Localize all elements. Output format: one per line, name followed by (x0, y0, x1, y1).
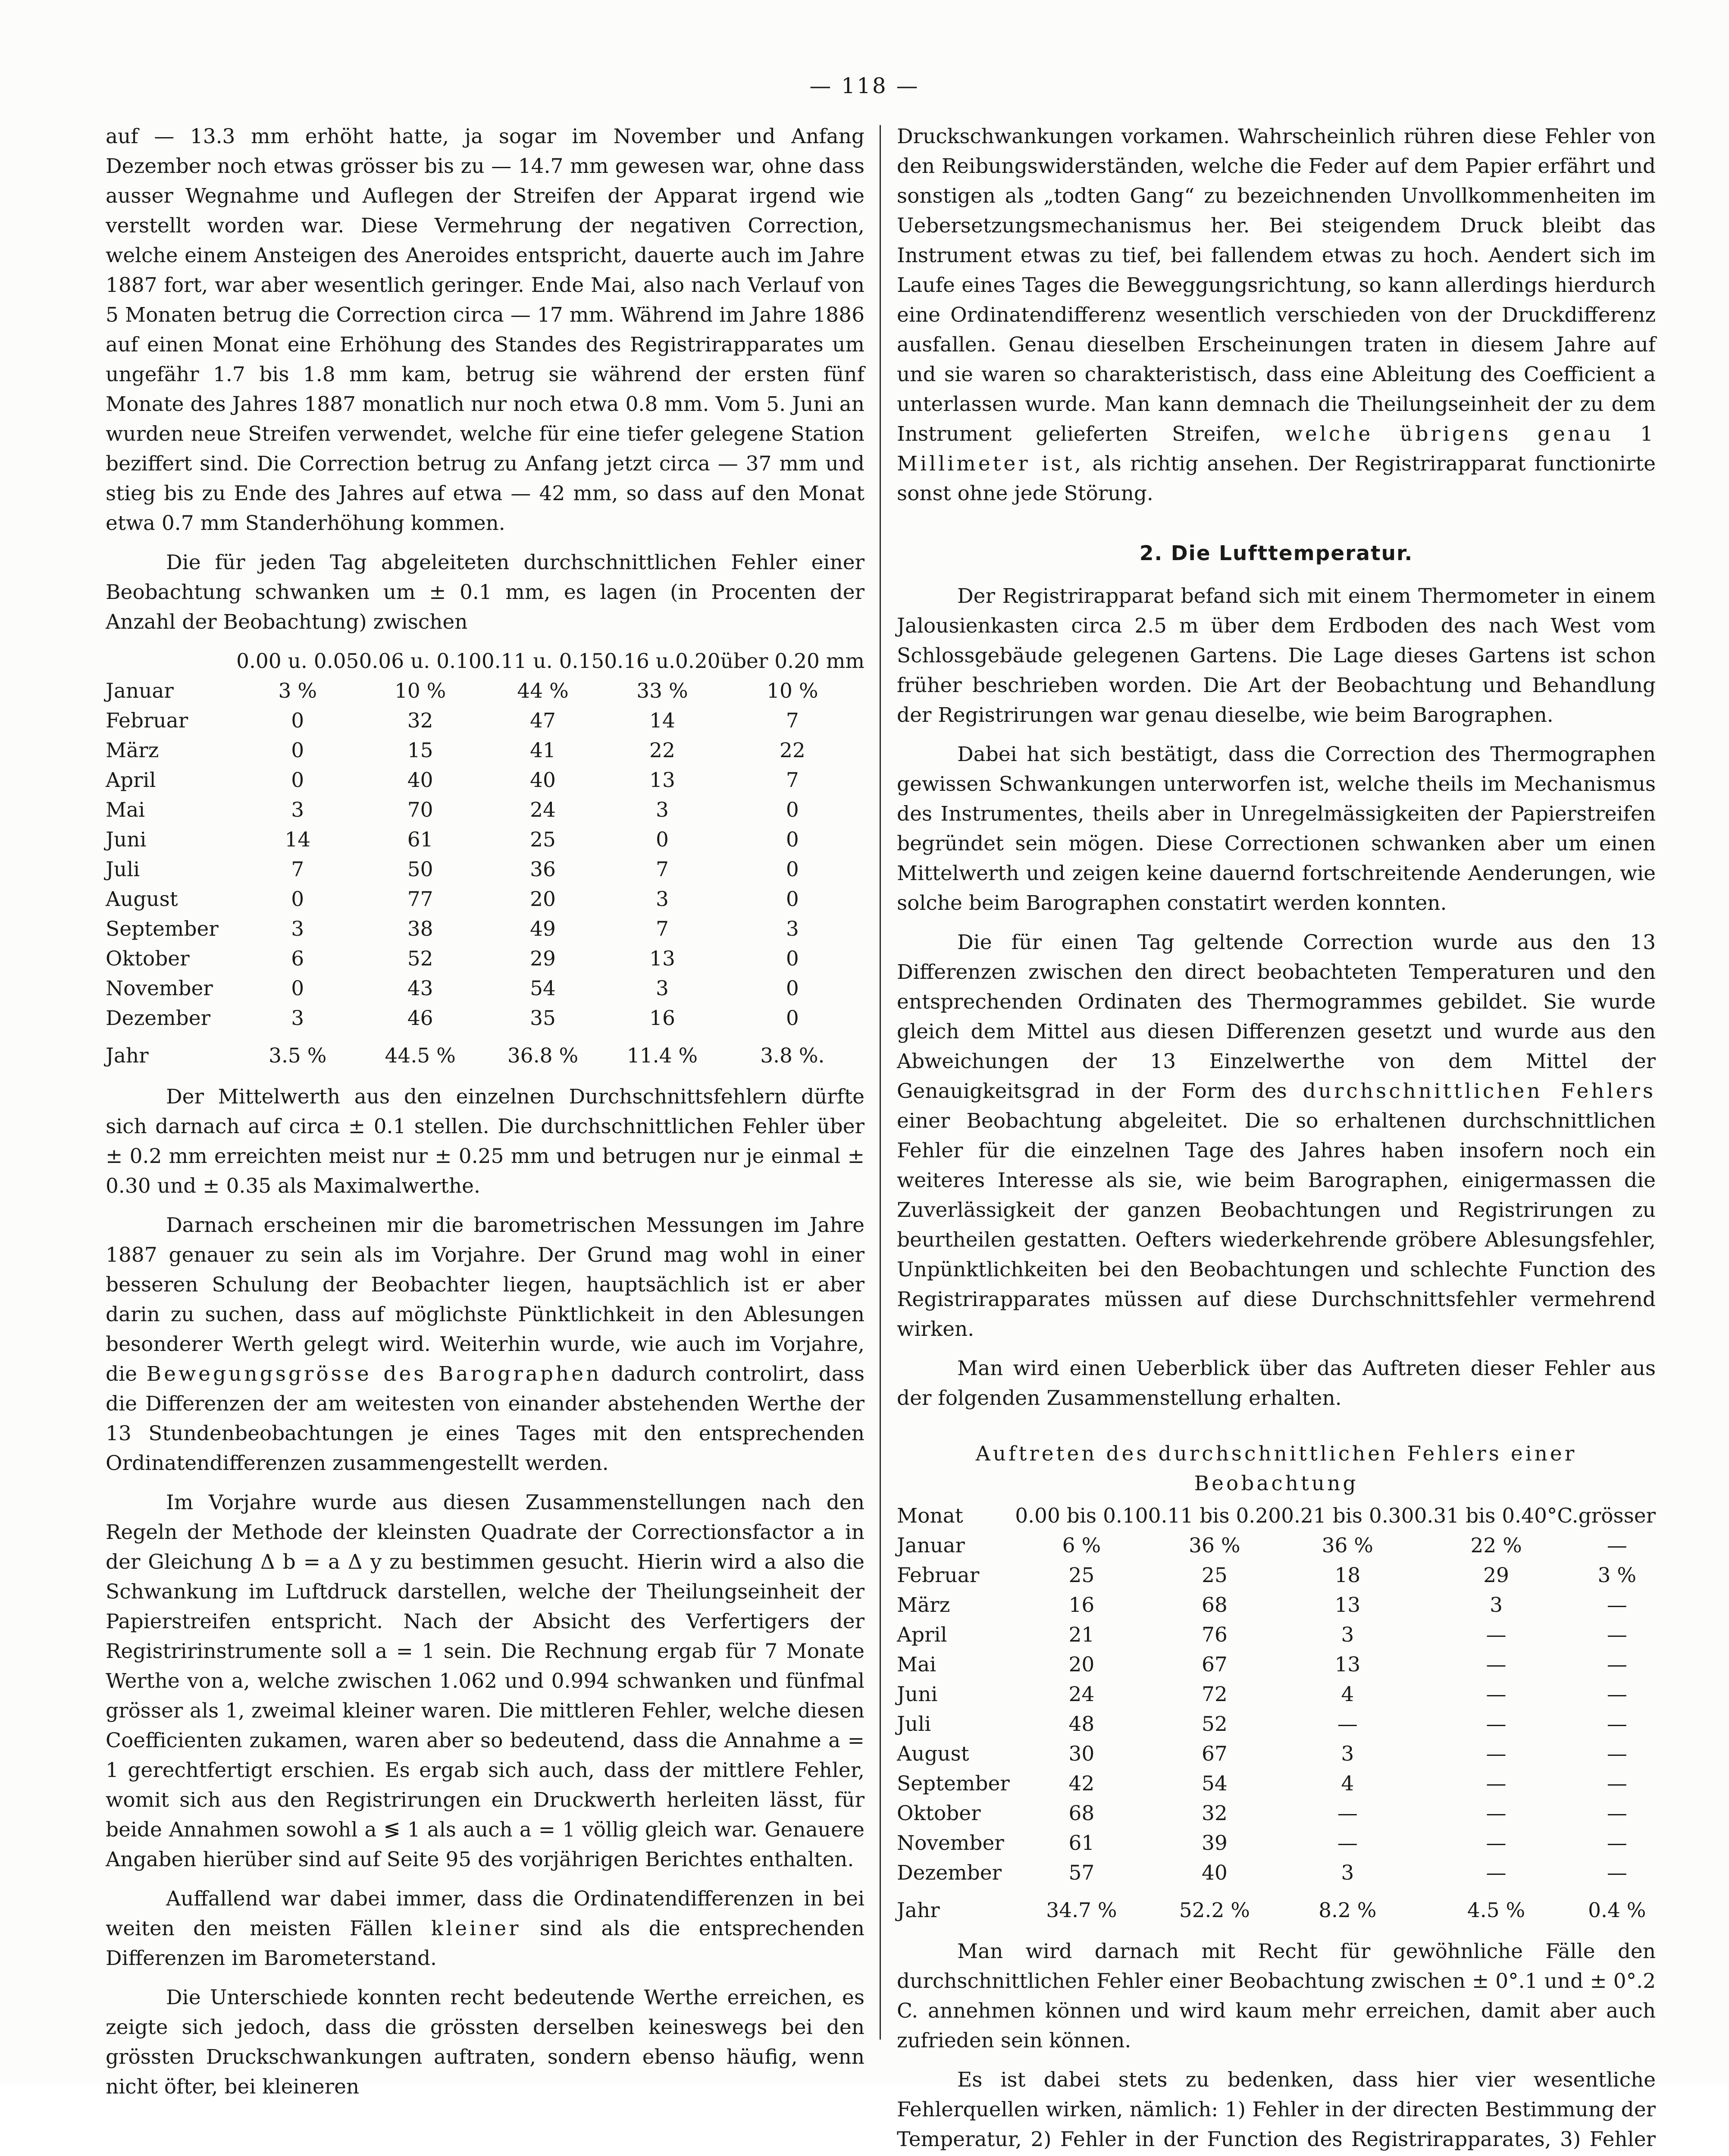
value-cell: 6 % (1062, 1534, 1101, 1557)
text-run: einer Beobachtung abgeleitet. Die so erhaltenen durchschnittlichen Fehler für die einzelnen Tage des Jahres haben insofern noch ein weiteres Interesse als sie, wie beim Barographen, einigermassen die Zuverlässigkeit der ganzen Beobachtungen und Registrirungen zu beurtheilen gestatten. Oefters wiederkehrende gröbere Ablesungsfehler, Unpünktlichkeiten bei den Beobachtungen und schlechte Function des Registrirapparates müssen auf diese Durchschnittsfehler vermehrend wirken. (897, 1109, 1656, 1341)
barometer-table-body (106, 676, 864, 1071)
value-cell: — (1607, 1534, 1627, 1557)
text-run: als richtig ansehen. Der Registrirapparat functionirte sonst ohne jede Störung. (897, 452, 1656, 505)
value-cell: 42 (1068, 1772, 1095, 1796)
table-header-cell: über 0.20 mm (720, 649, 864, 673)
value-cell: 0 (786, 828, 799, 852)
month-cell: Mai (106, 798, 145, 822)
table-row (106, 736, 864, 765)
value-cell: 25 (1201, 1564, 1228, 1587)
value-cell: 22 % (1470, 1534, 1522, 1557)
value-cell: 3 % (1597, 1564, 1637, 1587)
value-cell: 70 (407, 798, 433, 822)
value-cell: 3 (656, 887, 669, 911)
paragraph: Der Registrirapparat befand sich mit einem Thermometer in einem Jalousienkasten circa 2.5 m über dem Erdboden des nach West vom Schlossgebäude gelegenen Gartens. Die Lage dieses Gartens ist schon früher beschrieben worden. Die Art der Beobachtung und Behandlung der Registrirungen war genau dieselbe, wie beim Barographen. (897, 584, 1656, 727)
table-row (106, 676, 864, 706)
value-cell: 0 (786, 887, 799, 911)
value-cell: 29 (530, 947, 556, 971)
paragraph: Der Mittelwerth aus den einzelnen Durchschnittsfehlern dürfte sich darnach auf circa ± 0.1 stellen. Die durchschnittlichen Fehler über ± 0.2 mm erreichten meist nur ± 0.25 mm und betrugen nur je einmal ± 0.30 und ± 0.35 als Maximalwerthe. (106, 1085, 864, 1198)
table-row (897, 1561, 1656, 1590)
table-row (897, 1650, 1656, 1680)
paragraph: Die Unterschiede konnten recht bedeutende Werthe erreichen, es zeigte sich jedoch, dass die grössten derselben keineswegs bei den grössten Druckschwankungen auftraten, sondern ebenso häufig, wenn nicht öfter, bei kleineren (106, 1986, 864, 2099)
value-cell: — (1607, 1683, 1627, 1706)
emphasis-text: Bewegungsgrösse des Barographen (146, 1362, 602, 1386)
table-header-cell: 0.00 bis 0.10 (1015, 1504, 1148, 1528)
value-cell: — (1607, 1861, 1627, 1885)
value-cell: 68 (1201, 1593, 1228, 1617)
value-cell: 7 (656, 917, 669, 941)
value-cell: 4 (1341, 1683, 1354, 1706)
value-cell: 36 % (1322, 1534, 1373, 1557)
value-cell: — (1486, 1712, 1507, 1736)
value-cell: — (1607, 1593, 1627, 1617)
month-cell: Jahr (106, 1044, 149, 1068)
table-header-row (897, 1501, 1656, 1531)
table-header-cell: grösser (1578, 1504, 1656, 1528)
value-cell: 61 (407, 828, 433, 852)
value-cell: 3 (291, 917, 304, 941)
table-row (106, 795, 864, 825)
value-cell: 41 (530, 739, 556, 762)
table-row (897, 1620, 1656, 1650)
paragraph (897, 122, 1656, 508)
value-cell: 67 (1201, 1653, 1228, 1677)
value-cell: — (1607, 1653, 1627, 1677)
month-cell: Juni (897, 1683, 938, 1706)
paragraph: Es ist dabei stets zu bedenken, dass hier vier wesentliche Fehlerquellen wirken, nämlich: 1) Fehler in der directen Bestimmung der Temperatur, 2) Fehler in der Function des Registrirapparates, 3) Fehler (897, 2068, 1656, 2151)
value-cell: 36 (530, 858, 556, 881)
value-cell: 50 (407, 858, 433, 881)
value-cell: — (1486, 1683, 1507, 1706)
value-cell: 0.4 % (1588, 1899, 1646, 1922)
value-cell: — (1337, 1802, 1358, 1825)
value-cell: 25 (1068, 1564, 1095, 1587)
value-cell: 3 (656, 798, 669, 822)
value-cell: 40 (1201, 1861, 1228, 1885)
value-cell: — (1486, 1802, 1507, 1825)
paragraph: Die für jeden Tag abgeleiteten durchschnittlichen Fehler einer Beobachtung schwanken um ± 0.1 mm, es lagen (in Procenten der Anzahl der Beobachtung) zwischen (106, 551, 864, 634)
table-row (106, 706, 864, 736)
value-cell: — (1486, 1772, 1507, 1796)
value-cell: 13 (649, 947, 675, 971)
table-total-row (897, 1888, 1656, 1925)
month-cell: August (897, 1742, 969, 1766)
paragraph (106, 1210, 864, 1478)
value-cell: 14 (285, 828, 311, 852)
value-cell: 13 (649, 768, 675, 792)
value-cell: 48 (1068, 1712, 1095, 1736)
value-cell: 24 (1068, 1683, 1095, 1706)
value-cell: 3.5 % (269, 1044, 327, 1068)
value-cell: 16 (649, 1006, 675, 1030)
value-cell: 39 (1201, 1831, 1228, 1855)
value-cell: 21 (1068, 1623, 1095, 1647)
table-row (106, 1003, 864, 1033)
value-cell: 40 (530, 768, 556, 792)
table-header-cell: 0.11 u. 0.15 (481, 649, 605, 673)
value-cell: 3 (1341, 1623, 1354, 1647)
value-cell: 7 (786, 768, 799, 792)
emphasis-text: durchschnittlichen Fehlers (1303, 1079, 1656, 1103)
month-cell: April (106, 768, 156, 792)
value-cell: 54 (1201, 1772, 1228, 1796)
value-cell: 22 (649, 739, 675, 762)
value-cell: — (1607, 1802, 1627, 1825)
month-cell: Juni (106, 828, 147, 852)
month-cell: Februar (106, 709, 188, 733)
value-cell: 0 (291, 709, 304, 733)
value-cell: — (1607, 1772, 1627, 1796)
paragraph: auf — 13.3 mm erhöht hatte, ja sogar im November und Anfang Dezember noch etwas grösser bis zu — 14.7 mm gewesen war, ohne dass ausser Wegnahme und Auflegen der Streifen der Apparat irgend wie verstellt worden war. Diese Vermehrung der negativen Correction, welche einem Ansteigen des Aneroides entspricht, dauerte auch im Jahre 1887 fort, war aber wesentlich geringer. Ende Mai, also nach Verlauf von 5 Monaten betrug die Correction circa — 17 mm. Während im Jahre 1886 auf einen Monat eine Erhöhung des Standes des Registrirapparates um ungefähr 1.7 bis 1.8 mm kam, betrug sie während der ersten fünf Monate des Jahres 1887 monatlich nur noch etwa 0.8 mm. Vom 5. Juni an wurden neue Streifen verwendet, welche für eine tiefer gelegene Station beziffert sind. Die Correction betrug zu Anfang jetzt circa — 37 mm und stieg bis zu Ende des Jahres auf etwa — 42 mm, so dass auf den Monat etwa 0.7 mm Standerhöhung kommen. (106, 125, 864, 535)
month-cell: Dezember (106, 1006, 211, 1030)
value-cell: 52.2 % (1179, 1899, 1250, 1922)
table-row (897, 1531, 1656, 1561)
value-cell: 0 (786, 1006, 799, 1030)
text-run: dadurch controlirt, dass die Differenzen der am weitesten von einander abstehenden Werthe der 13 Stundenbeobachtungen je eines Tages mit den entsprechenden Ordinatendifferenzen zusammengestellt werden. (106, 1362, 864, 1475)
value-cell: 20 (1068, 1653, 1095, 1677)
text-run: Die für einen Tag geltende Correction wurde aus den 13 Differenzen zwischen den direct beobachteten Temperaturen und den entsprechenden Ordinaten des Thermogrammes gebildet. Sie wurde gleich dem Mittel aus diesen Differenzen gesetzt und wurde aus den Abweichungen der 13 Einzelwerthe von dem Mittel der Genauigkeitsgrad in der Form des (897, 931, 1656, 1103)
value-cell: 3.8 %. (760, 1044, 825, 1068)
table-row (106, 765, 864, 795)
table-row (897, 1680, 1656, 1709)
paragraph: Dabei hat sich bestätigt, dass die Correction des Thermographen gewissen Schwankungen unterworfen ist, welche theils im Mechanismus des Instrumentes, theils aber in Unregelmässigkeiten der Papierstreifen begründet sein mögen. Diese Correctionen schwanken aber um einen Mittelwerth und zeigen keine dauernd fortschreitende Aenderungen, wie solche beim Barographen constatirt werden konnten. (897, 743, 1656, 915)
value-cell: — (1607, 1742, 1627, 1766)
month-cell: September (897, 1772, 1010, 1796)
value-cell: 3 (291, 798, 304, 822)
value-cell: 36 % (1189, 1534, 1240, 1557)
table-row (106, 855, 864, 884)
month-cell: November (897, 1831, 1004, 1855)
temperature-error-table (897, 1501, 1656, 1925)
value-cell: 52 (1201, 1712, 1228, 1736)
value-cell: 8.2 % (1319, 1899, 1377, 1922)
month-cell: Jahr (897, 1899, 940, 1922)
value-cell: 4.5 % (1467, 1899, 1525, 1922)
month-cell: März (106, 739, 159, 762)
table-header-cell: 0.00 u. 0.05 (236, 649, 359, 673)
value-cell: 0 (291, 768, 304, 792)
barometer-error-table (106, 646, 864, 1071)
table-row (106, 884, 864, 914)
value-cell: — (1337, 1831, 1358, 1855)
value-cell: 15 (407, 739, 433, 762)
value-cell: 3 (1341, 1861, 1354, 1885)
value-cell: 3 % (278, 679, 317, 703)
table-row (106, 974, 864, 1003)
value-cell: 16 (1068, 1593, 1095, 1617)
value-cell: 30 (1068, 1742, 1095, 1766)
value-cell: 43 (407, 977, 433, 1000)
month-cell: März (897, 1593, 950, 1617)
value-cell: 0 (656, 828, 669, 852)
value-cell: 32 (1201, 1802, 1228, 1825)
value-cell: — (1486, 1831, 1507, 1855)
table-header-cell: 0.21 bis 0.30 (1281, 1504, 1414, 1528)
paragraph: Man wird einen Ueberblick über das Auftreten dieser Fehler aus der folgenden Zusammenstellung erhalten. (897, 1357, 1656, 1410)
value-cell: — (1337, 1712, 1358, 1736)
month-cell: Februar (897, 1564, 980, 1587)
value-cell: 7 (291, 858, 304, 881)
table-header-cell: Monat (897, 1504, 963, 1528)
table-row (897, 1799, 1656, 1828)
value-cell: 49 (530, 917, 556, 941)
value-cell: 52 (407, 947, 433, 971)
value-cell: 7 (656, 858, 669, 881)
value-cell: 18 (1334, 1564, 1361, 1587)
text-run: Auffallend war dabei immer, dass die Ordinatendifferenzen in bei weiten den meisten Fällen (106, 1887, 864, 1940)
paragraph (106, 1884, 864, 1973)
value-cell: 57 (1068, 1861, 1095, 1885)
value-cell: 36.8 % (507, 1044, 579, 1068)
value-cell: 0 (291, 887, 304, 911)
month-cell: September (106, 917, 219, 941)
value-cell: 0 (291, 977, 304, 1000)
table-row (106, 825, 864, 855)
table-total-row (106, 1033, 864, 1071)
value-cell: 34.7 % (1046, 1899, 1117, 1922)
value-cell: — (1486, 1742, 1507, 1766)
value-cell: 20 (530, 887, 556, 911)
text-run: sind als die entsprechenden Differenzen im Barometerstand. (106, 1917, 864, 1970)
value-cell: 38 (407, 917, 433, 941)
value-cell: 29 (1483, 1564, 1509, 1587)
month-cell: Juli (106, 858, 140, 881)
value-cell: — (1607, 1623, 1627, 1647)
page-number: — 118 — (809, 73, 920, 98)
value-cell: — (1607, 1712, 1627, 1736)
paragraph: Im Vorjahre wurde aus diesen Zusammenstellungen nach den Regeln der Methode der kleinsten Quadrate der Correctionsfactor a in der Gleichung Δ b = a Δ y zu bestimmen gesucht. Hierin wird a also die Schwankung im Luftdruck darstellen, welche der Theilungseinheit der Papierstreifen entspricht. Nach der Absicht des Verfertigers der Registririnstrumente soll a = 1 sein. Die Rechnung ergab für 7 Monate Werthe von a, welche zwischen 1.062 und 0.994 schwanken und fünfmal grösser als 1, zweimal kleiner waren. Die mittleren Fehler, welche diesen Coefficienten zukamen, waren aber so bedeutend, dass die Annahme a = 1 gerechtfertigt erschien. Es ergab sich auch, dass der mittlere Fehler, womit sich aus den Registrirungen ein Druckwerth herleiten lässt, für beide Annahmen sowohl a ≶ 1 als auch a = 1 völlig gleich war. Genauere Angaben hierüber sind auf Seite 95 des vorjährigen Berichtes enthalten. (106, 1491, 864, 1871)
value-cell: 33 % (636, 679, 688, 703)
value-cell: 22 (779, 739, 805, 762)
value-cell: 0 (291, 739, 304, 762)
value-cell: 68 (1068, 1802, 1095, 1825)
value-cell: — (1607, 1831, 1627, 1855)
value-cell: 76 (1201, 1623, 1228, 1647)
value-cell: — (1486, 1653, 1507, 1677)
paragraph: Man wird darnach mit Recht für gewöhnliche Fälle den durchschnittlichen Fehler einer Beobachtung zwischen ± 0°.1 und ± 0°.2 C. annehmen können und wird kaum mehr erreichen, damit aber auch zufrieden sein können. (897, 1940, 1656, 2053)
month-cell: Oktober (897, 1802, 981, 1825)
text-run: Darnach erscheinen mir die barometrischen Messungen im Jahre 1887 genauer zu sein als im Vorjahre. Der Grund mag wohl in einer besseren Schulung der Beobachter liegen, hauptsächlich ist er aber darin zu suchen, dass auf möglichste Pünktlichkeit in den Ablesungen besonderer Werth gelegt wird. Weiterhin wurde, wie auch im Vorjahre, die (106, 1213, 864, 1386)
right-column (897, 122, 1656, 2151)
table-header-cell: 0.06 u. 0.10 (359, 649, 482, 673)
month-cell: April (897, 1623, 947, 1647)
table-caption: Auftreten des durchschnittlichen Fehlers einer Beobachtung (975, 1442, 1577, 1495)
emphasis-text: welche übrigens genau 1 Millimeter ist, (897, 422, 1656, 476)
value-cell: 25 (530, 828, 556, 852)
value-cell: 3 (786, 917, 799, 941)
value-cell: 7 (786, 709, 799, 733)
table-row (897, 1828, 1656, 1858)
value-cell: 3 (1341, 1742, 1354, 1766)
month-cell: November (106, 977, 213, 1000)
month-cell: Januar (106, 679, 174, 703)
table-header-cell (106, 646, 236, 676)
value-cell: 6 (291, 947, 304, 971)
value-cell: 32 (407, 709, 433, 733)
value-cell: 54 (530, 977, 556, 1000)
month-cell: Dezember (897, 1861, 1002, 1885)
value-cell: — (1486, 1623, 1507, 1647)
value-cell: 77 (407, 887, 433, 911)
value-cell: 4 (1341, 1772, 1354, 1796)
table-header-cell: 0.16 u.0.20 (604, 649, 720, 673)
month-cell: Mai (897, 1653, 937, 1677)
table-header-cell: 0.31 bis 0.40°C. (1414, 1504, 1579, 1528)
month-cell: Oktober (106, 947, 190, 971)
temperature-table-body (897, 1531, 1656, 1925)
value-cell: 3 (291, 1006, 304, 1030)
value-cell: 0 (786, 858, 799, 881)
table-row (897, 1739, 1656, 1769)
value-cell: 3 (656, 977, 669, 1000)
value-cell: 13 (1334, 1593, 1361, 1617)
value-cell: 0 (786, 947, 799, 971)
table-row (106, 914, 864, 944)
value-cell: 61 (1068, 1831, 1095, 1855)
table-row (106, 944, 864, 974)
emphasis-text: kleiner (431, 1917, 521, 1940)
value-cell: 35 (530, 1006, 556, 1030)
table-header-row (106, 646, 864, 676)
value-cell: 10 % (394, 679, 446, 703)
column-divider (880, 125, 881, 2040)
value-cell: 3 (1490, 1593, 1503, 1617)
value-cell: 24 (530, 798, 556, 822)
value-cell: 13 (1334, 1653, 1361, 1677)
value-cell: 0 (786, 798, 799, 822)
value-cell: — (1486, 1861, 1507, 1885)
value-cell: 67 (1201, 1742, 1228, 1766)
paragraph (897, 928, 1656, 1344)
table-row (897, 1590, 1656, 1620)
value-cell: 44.5 % (385, 1044, 456, 1068)
value-cell: 44 % (517, 679, 569, 703)
table-row (897, 1709, 1656, 1739)
value-cell: 14 (649, 709, 675, 733)
section-heading: 2. Die Lufttemperatur. (1139, 542, 1413, 565)
text-run: Druckschwankungen vorkamen. Wahrscheinlich rühren diese Fehler von den Reibungswiderständen, welche die Feder auf dem Papier erfährt und sonstigen als „todten Gang“ zu bezeichnenden Unvollkommenheiten im Uebersetzungsmechanismus her. Bei steigendem Druck bleibt das Instrument etwas zu tief, bei fallendem etwas zu hoch. Aendert sich im Laufe eines Tages die Beweggungsrichtung, so kann allerdings hierdurch eine Ordinatendifferenz wesentlich verschieden von der Druckdifferenz ausfallen. Genau dieselben Erscheinungen traten in diesem Jahre auf und sie waren so charakteristisch, dass eine Ableitung des Coefficient a unterlassen wurde. Man kann demnach die Theilungseinheit der zu dem Instrument gelieferten Streifen, (897, 125, 1656, 446)
month-cell: Juli (897, 1712, 931, 1736)
value-cell: 40 (407, 768, 433, 792)
left-column (106, 122, 864, 2099)
table-row (897, 1858, 1656, 1888)
table-row (897, 1769, 1656, 1799)
table-header-cell: 0.11 bis 0.20 (1148, 1504, 1281, 1528)
month-cell: August (106, 887, 178, 911)
value-cell: 0 (786, 977, 799, 1000)
value-cell: 10 % (767, 679, 818, 703)
month-cell: Januar (897, 1534, 965, 1557)
value-cell: 47 (530, 709, 556, 733)
value-cell: 72 (1201, 1683, 1228, 1706)
value-cell: 46 (407, 1006, 433, 1030)
value-cell: 11.4 % (626, 1044, 698, 1068)
